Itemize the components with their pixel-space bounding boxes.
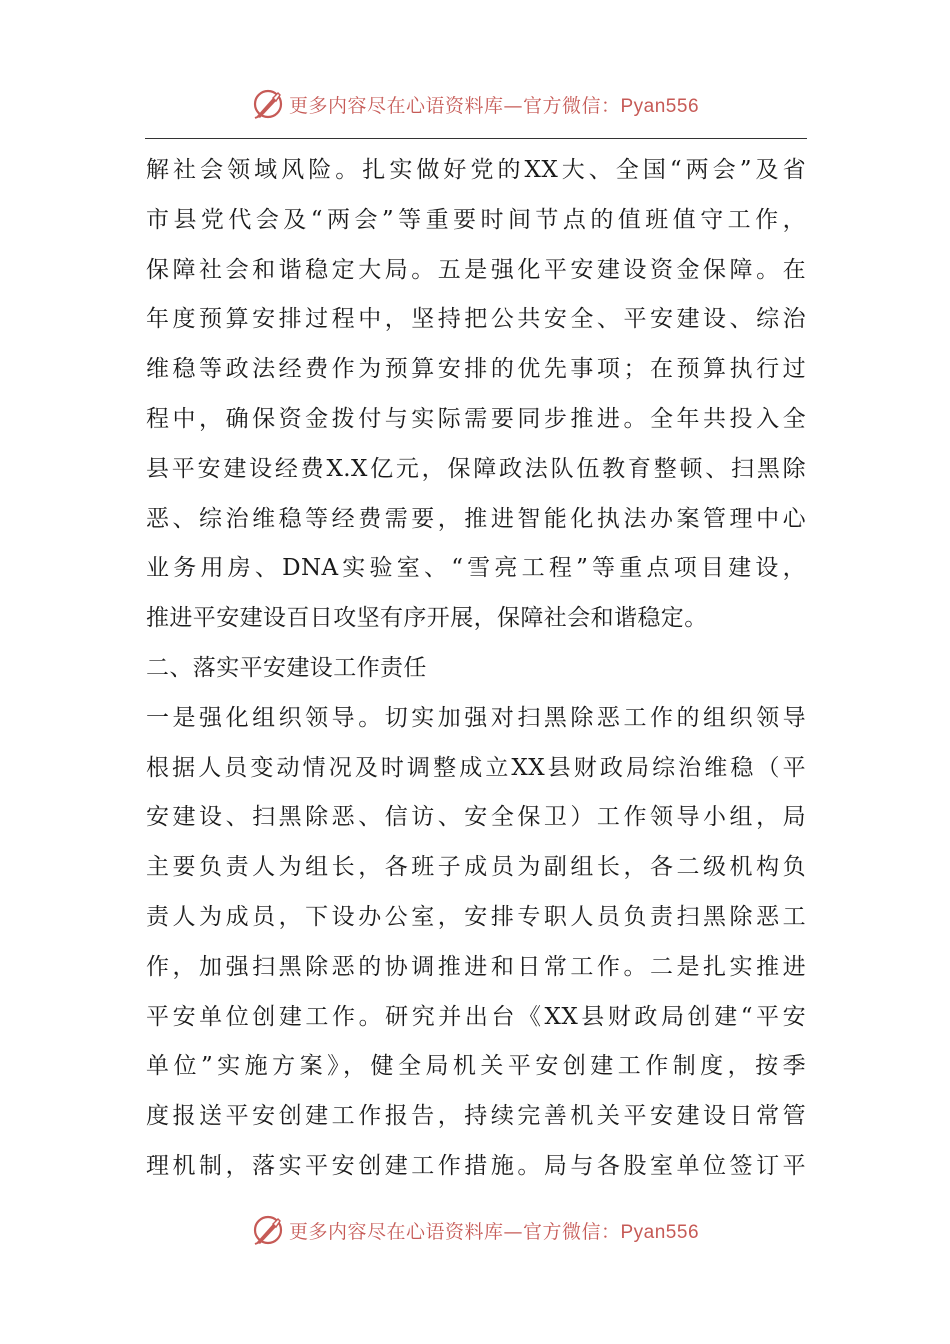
- text-line: 解社会领域风险。扎实做好党的XX大、全国“两会”及省: [146, 157, 806, 183]
- text-line: 县平安建设经费X.X亿元，保障政法队伍教育整顿、扫黑除: [146, 455, 806, 482]
- text-line: 理机制，落实平安创建工作措施。局与各股室单位签订平: [146, 1152, 806, 1179]
- text-line: 年度预算安排过程中，坚持把公共安全、平安建设、综治: [146, 306, 806, 333]
- header-rule: [145, 138, 807, 139]
- header-banner: [0, 84, 950, 124]
- text-line: 保障社会和谐稳定大局。五是强化平安建设资金保障。在: [146, 256, 806, 283]
- banner-slogan: 更多内容尽在心语资料库—官方微信：: [288, 94, 621, 117]
- banner-slogan: 更多内容尽在心语资料库—官方微信：: [288, 1220, 621, 1243]
- text-line: 平安单位创建工作。研究并出台《XX县财政局创建“平安: [146, 1003, 806, 1030]
- paragraph-end-line: 推进平安建设百日攻坚有序开展，保障社会和谐稳定。: [146, 605, 708, 632]
- document-body: [146, 146, 806, 1192]
- banner-wechat-id: Pyan556: [620, 95, 700, 117]
- footer-banner: [0, 1210, 950, 1250]
- banner-wechat-id: Pyan556: [620, 1221, 700, 1243]
- text-line: 安建设、扫黑除恶、信访、安全保卫）工作领导小组，局: [146, 804, 806, 831]
- text-line: 恶、综治维稳等经费需要，推进智能化执法办案管理中心: [146, 505, 806, 532]
- pen-logo-icon: [251, 87, 285, 121]
- text-line: 维稳等政法经费作为预算安排的优先事项；在预算执行过: [146, 356, 806, 383]
- text-line: 业务用房、DNA实验室、“雪亮工程”等重点项目建设，: [146, 555, 806, 582]
- banner-text: [289, 1217, 699, 1244]
- text-line: 根据人员变动情况及时调整成立XX县财政局综治维稳（平: [146, 754, 806, 781]
- text-line: 责人为成员，下设办公室，安排专职人员负责扫黑除恶工: [146, 903, 806, 930]
- text-line: 程中，确保资金拨付与实际需要同步推进。全年共投入全: [146, 405, 806, 432]
- section-heading: 二、落实平安建设工作责任: [146, 654, 427, 681]
- text-line: 主要负责人为组长，各班子成员为副组长，各二级机构负: [146, 854, 806, 881]
- pen-logo-icon: [251, 1213, 285, 1247]
- text-line: 度报送平安创建工作报告，持续完善机关平安建设日常管: [146, 1103, 806, 1130]
- banner-text: [289, 91, 699, 118]
- text-line: 单位”实施方案》，健全局机关平安创建工作制度，按季: [146, 1053, 806, 1080]
- text-line: 作，加强扫黑除恶的协调推进和日常工作。二是扎实推进: [146, 953, 806, 980]
- text-line: 一是强化组织领导。切实加强对扫黑除恶工作的组织领导: [146, 704, 806, 731]
- text-line: 市县党代会及“两会”等重要时间节点的值班值守工作，: [146, 206, 806, 233]
